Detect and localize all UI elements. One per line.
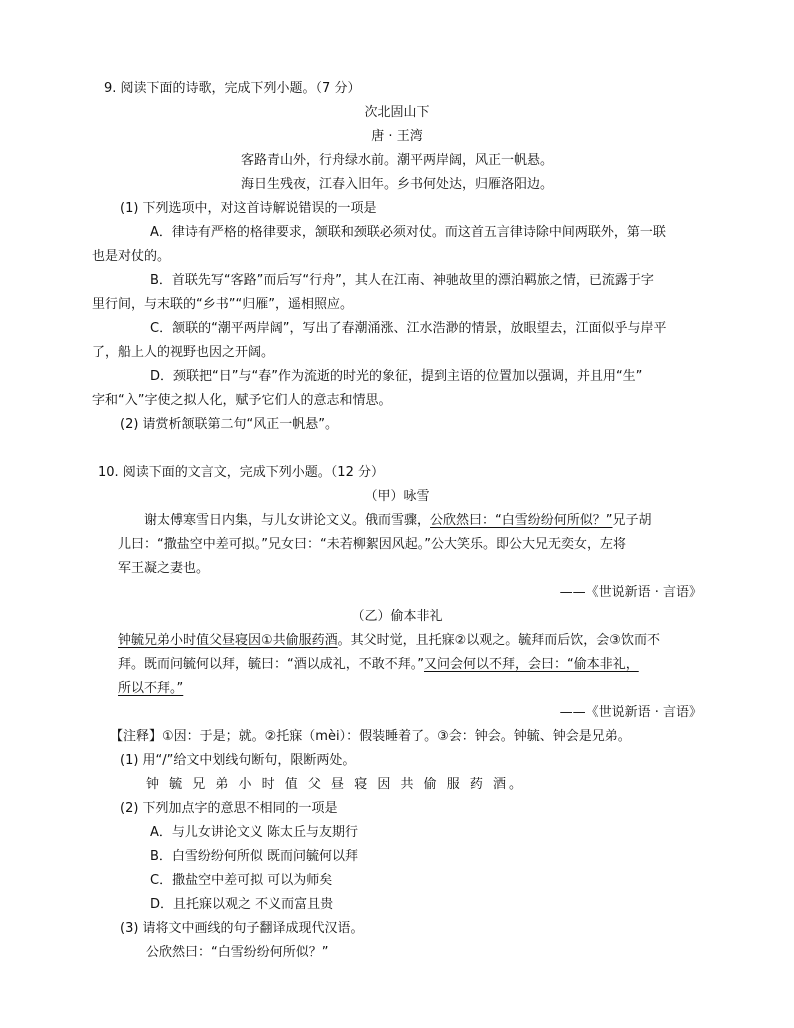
q10-sub2: (2) 下列加点字的意思不相同的一项是: [120, 801, 338, 816]
q10-sub2-option-d: D．且托寐以观之 不义而富且贵: [150, 897, 334, 912]
q9-option-a-line2: 也是对仗的。: [92, 249, 171, 264]
q10-sub2-option-b: B．白雪纷纷何所似 既而问毓何以拜: [150, 849, 359, 864]
passage-jia-source: ——《世说新语 · 言语》: [559, 585, 702, 600]
annotation-note: 【注释】①因：于是；就。②托寐（mèi）：假装睡着了。③会：钟会。钟毓、钟会是兄弟。: [110, 729, 631, 744]
passage-yi-title: （乙）偷本非礼: [351, 609, 443, 624]
passage-jia-line1-start: 谢太傅寒雪日内集，与儿女讲论文义。俄而雪骤，: [144, 513, 431, 528]
passage-jia-line3: 军王凝之妻也。: [118, 561, 210, 576]
q10-sub3-sentence: 公欣然曰：“白雪纷纷何所似？”: [146, 945, 329, 960]
q9-option-c-line1: C．颔联的“潮平两岸阔”，写出了春潮涌涨、江水浩渺的情景，放眼望去，江面似乎与岸平: [150, 321, 667, 336]
q10-sub2-option-a: A．与儿女讲论文义 陈太丘与友期行: [150, 825, 359, 840]
passage-yi-line1-end: 。其父时觉，且托寐②以观之。毓拜而后饮，会③饮而不: [337, 633, 660, 648]
q9-title: 9. 阅读下面的诗歌，完成下列小题。（7 分）: [104, 81, 361, 96]
q9-option-d-line1: D．颈联把“日”与“春”作为流逝的时光的象征，提到主语的位置加以强调，并且用“生”: [150, 369, 643, 384]
underlined-sentence-yi-1: 钟毓兄弟小时值父昼寝因①共偷服药酒: [118, 633, 338, 648]
passage-jia-line1-end: 兄子胡: [612, 513, 652, 528]
passage-jia-line1: [144, 512, 652, 530]
passage-yi-source: ——《世说新语 · 言语》: [559, 705, 702, 720]
passage-yi-line3: [118, 680, 183, 698]
poem-line-1: 客路青山外，行舟绿水前。潮平两岸阔，风正一帆悬。: [240, 153, 553, 168]
q10-sub2-option-c: C．撒盐空中差可拟 可以为师矣: [150, 873, 333, 888]
passage-jia-line2: 儿曰：“撒盐空中差可拟。”兄女曰：“未若柳絮因风起。”公大笑乐。即公大兄无奕女，左将: [118, 537, 626, 552]
q9-option-b-line1: B．首联先写“客路”而后写“行舟”，其人在江南、神驰故里的漂泊羁旅之情，已流露于字: [150, 273, 654, 288]
q9-option-b-line2: 里行间，与末联的“乡书”“归雁”，遥相照应。: [92, 297, 353, 312]
q9-sub1: (1) 下列选项中，对这首诗解说错误的一项是: [120, 201, 377, 216]
q10-sub3: (3) 请将文中画线的句子翻译成现代汉语。: [120, 921, 364, 936]
poem-author: 唐 · 王湾: [371, 129, 423, 144]
underlined-sentence-jia: 公欣然曰：“白雪纷纷何所似？”: [430, 513, 613, 528]
q9-option-d-line2: 字和“入”字使之拟人化，赋予它们人的意志和情思。: [92, 393, 392, 408]
q9-sub2: (2) 请赏析颔联第二句“风正一帆悬”。: [120, 417, 339, 432]
passage-yi-line1: [118, 632, 660, 650]
passage-yi-line2: [118, 656, 639, 674]
q10-sub1: (1) 用“/”给文中划线句断句，限断两处。: [120, 753, 356, 768]
poem-line-2: 海日生残夜，江春入旧年。乡书何处达，归雁洛阳边。: [240, 177, 553, 192]
underlined-sentence-yi-2: 又问会何以不拜，会曰：“偷本非礼，: [423, 657, 639, 672]
underlined-sentence-yi-2-end: 所以不拜。”: [118, 681, 184, 696]
passage-jia-title: （甲）咏雪: [364, 489, 430, 504]
q10-title: 10. 阅读下面的文言文，完成下列小题。（12 分）: [98, 465, 384, 480]
q10-sub1-sentence: 钟 毓 兄 弟 小 时 值 父 昼 寝 因 共 偷 服 药 酒。: [146, 777, 525, 792]
poem-title: 次北固山下: [364, 105, 430, 120]
passage-yi-line2-start: 拜。既而问毓何以拜，毓曰：“酒以成礼，不敢不拜。”: [118, 657, 424, 672]
q9-option-a-line1: A．律诗有严格的格律要求，颔联和颈联必须对仗。而这首五言律诗除中间两联外，第一联: [150, 225, 666, 240]
q9-option-c-line2: 了，船上人的视野也因之开阔。: [92, 345, 275, 360]
